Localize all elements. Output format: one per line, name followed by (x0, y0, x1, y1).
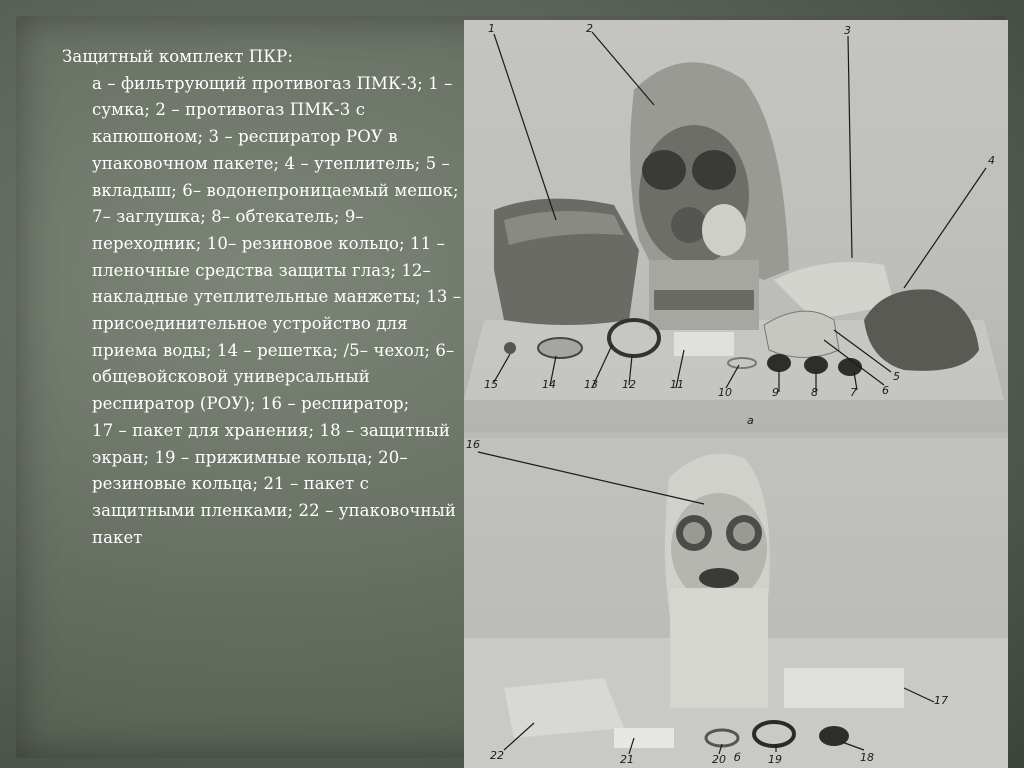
panel-b-illustration (464, 438, 1008, 768)
photo-panel-a (464, 20, 1008, 432)
panel-b-letter: б (734, 751, 741, 764)
label-1: 1 (488, 22, 495, 35)
label-3: 3 (844, 24, 851, 37)
label-12: 12 (622, 378, 636, 391)
label-19: 19 (768, 753, 782, 766)
caption-text-block (62, 44, 462, 551)
label-18: 18 (860, 751, 874, 764)
label-9: 9 (772, 386, 779, 399)
label-8: 8 (811, 386, 818, 399)
caption-title: Защитный комплект ПКР: (62, 47, 293, 66)
label-15: 15 (484, 378, 498, 391)
label-7: 7 (850, 386, 857, 399)
label-14: 14 (542, 378, 556, 391)
label-17: 17 (934, 694, 948, 707)
label-5: 5 (893, 370, 900, 383)
panel-a-letter: а (747, 414, 754, 427)
label-22: 22 (490, 749, 504, 762)
label-2: 2 (586, 22, 593, 35)
label-4: 4 (988, 154, 995, 167)
label-16: 16 (466, 438, 480, 451)
panel-a-illustration (464, 20, 1008, 432)
caption-body: а – фильтрующий противогаз ПМК-3; 1 – сумка; 2 – противогаз ПМК-3 с капюшоном; 3 – респиратор РОУ в упаковочном пакете; 4 – утеплитель; 5 – вкладыш; 6– водонепроницаемый мешок; 7– заглушка; 8– обтекатель; 9– переходник; 10– резиновое кольцо; 11 – пленочные средства защиты глаз; 12– накладные утеплительные манжеты; 13 – присоединительное устройство для приема воды; 14 – решетка; /5– чехол; 6– общевойсковой универсальный респиратор (РОУ); 16 – респиратор; 17 – пакет для хранения; 18 – защитный экран; 19 – прижимные кольца; 20– резиновые кольца; 21 – пакет с защитными пленками; 22 – упаковочный пакет (92, 73, 462, 547)
label-21: 21 (620, 753, 634, 766)
equipment-photo (464, 20, 1008, 768)
label-20: 20 (712, 753, 726, 766)
label-13: 13 (584, 378, 598, 391)
label-11: 11 (670, 378, 684, 391)
label-10: 10 (718, 386, 732, 399)
label-6: 6 (882, 384, 889, 397)
photo-panel-b (464, 438, 1008, 768)
